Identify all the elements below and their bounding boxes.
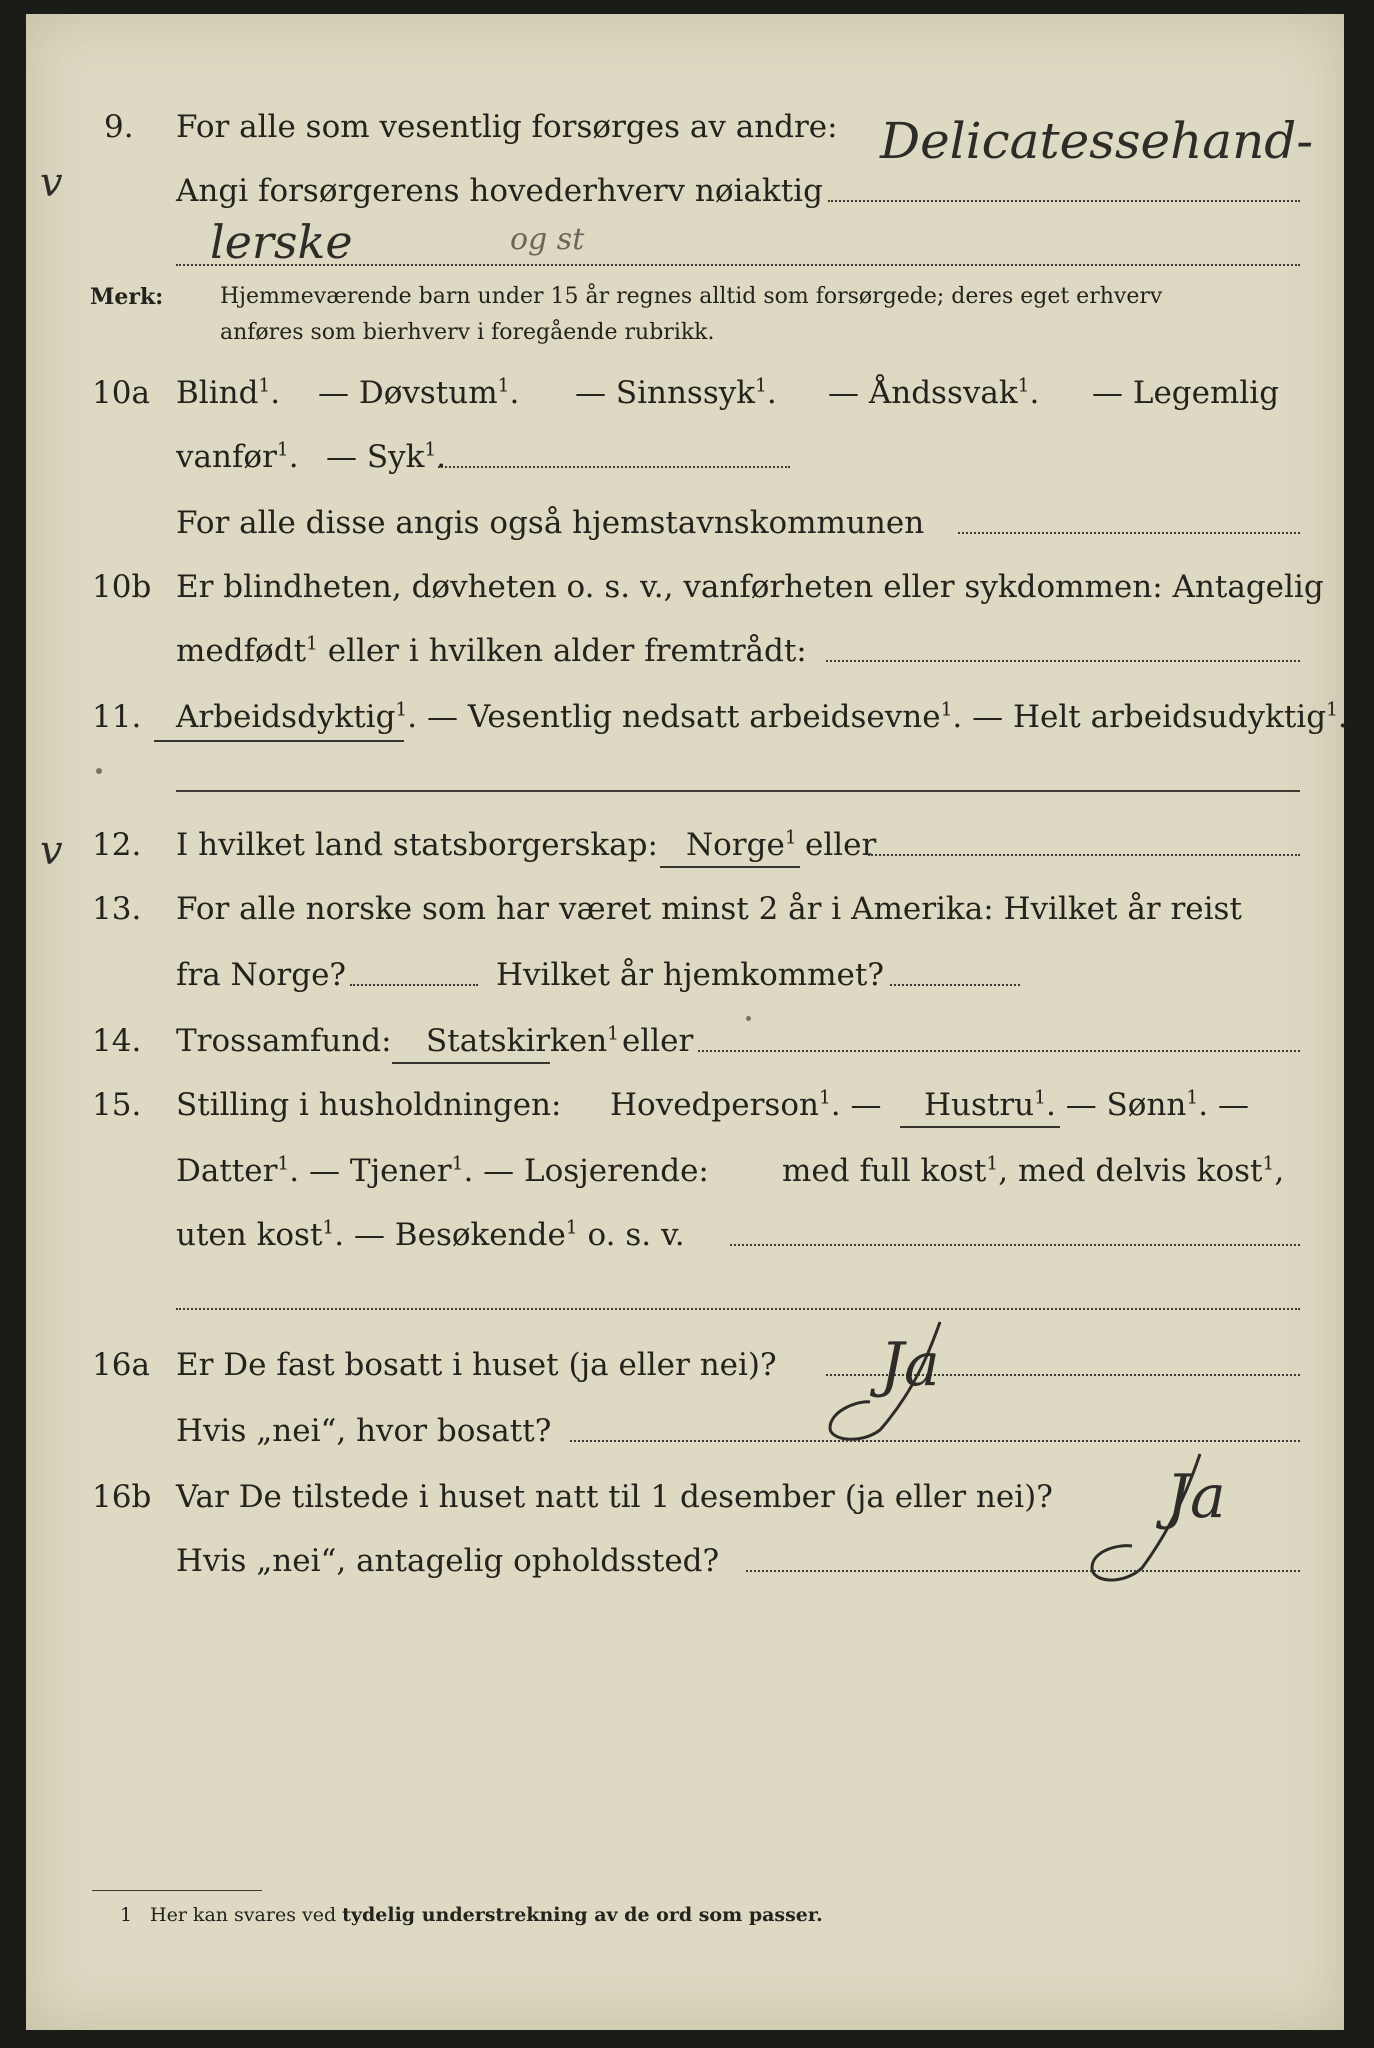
q13-number: 13. bbox=[92, 891, 142, 927]
q10a-option-andssvak: — Åndssvak$^1$. bbox=[828, 375, 1040, 411]
q10b-line1: Er blindheten, døvheten o. s. v., vanførheten eller sykdommen: Antagelig bbox=[176, 569, 1324, 605]
q13-year-left-line bbox=[350, 984, 478, 986]
merk-line1: Hjemmeværende barn under 15 år regnes alltid som forsørgede; deres eget erhverv bbox=[220, 284, 1163, 309]
q11-options: Arbeidsdyktig$^1$. — Vesentlig nedsatt arbeidsevne$^1$. — Helt arbeidsudyktig$^1$. bbox=[176, 699, 1348, 735]
q16a-line2: Hvis „nei“, hvor bosatt? bbox=[176, 1413, 552, 1449]
q10a-option-dovstum: — Døvstum$^1$. bbox=[318, 375, 520, 411]
q12-selection-underline bbox=[660, 866, 800, 868]
q10b-line2: medfødt$^1$ eller i hvilken alder fremtrådt: bbox=[176, 633, 807, 669]
q11-selection-underline bbox=[154, 740, 404, 742]
q10a-number: 10a bbox=[92, 375, 150, 411]
q13-line1: For alle norske som har været minst 2 år i Amerika: Hvilket år reist bbox=[176, 891, 1242, 927]
q9-line2: Angi forsørgerens hovederhverv nøiaktig bbox=[176, 173, 823, 209]
q16a-answer-stroke bbox=[820, 1310, 1000, 1450]
q16b-answer-stroke bbox=[1070, 1440, 1250, 1590]
q10a-option-sinnssyk: — Sinnssyk$^1$. bbox=[575, 375, 777, 411]
q15-option-hustru: Hustru$^1$ bbox=[924, 1087, 1046, 1123]
q9-answer-line-2 bbox=[176, 264, 1300, 266]
q10a-line3: For alle disse angis også hjemstavnskommunen bbox=[176, 505, 925, 541]
q16b-line1: Var De tilstede i huset natt til 1 desember (ja eller nei)? bbox=[176, 1479, 1053, 1515]
q9-number: 9. bbox=[104, 109, 134, 145]
q10a-option-legemlig: — Legemlig bbox=[1092, 375, 1280, 411]
q15-separator bbox=[176, 1308, 1300, 1310]
q12-eller: eller bbox=[805, 827, 877, 863]
q14-eller: eller bbox=[622, 1023, 694, 1059]
census-form-page bbox=[26, 14, 1344, 2030]
q15-option-datter: Datter$^1$. — Tjener$^1$. — Losjerende: bbox=[176, 1153, 709, 1189]
q12-check-mark: v bbox=[40, 828, 63, 874]
q14-label: Trossamfund: bbox=[176, 1023, 392, 1059]
q15-selection-underline bbox=[900, 1126, 1060, 1128]
q15-option-uten-kost: uten kost$^1$. — Besøkende$^1$ o. s. v. bbox=[176, 1217, 685, 1253]
footnote-rule bbox=[92, 1890, 262, 1891]
q12-question: I hvilket land statsborgerskap: bbox=[176, 827, 658, 863]
q10a-hometown-line bbox=[958, 532, 1300, 534]
q16a-handwritten-answer: Ja bbox=[880, 1330, 940, 1400]
q15-answer-line bbox=[730, 1244, 1300, 1246]
q16b-handwritten-answer: Ja bbox=[1166, 1462, 1226, 1532]
q11-separator bbox=[176, 790, 1300, 792]
q10a-option-vanfor: vanfør$^1$. bbox=[176, 439, 299, 475]
q14-answer-statskirken: Statskirken$^1$ bbox=[426, 1023, 619, 1059]
q14-selection-underline bbox=[392, 1062, 550, 1064]
q9-answer-line bbox=[828, 200, 1300, 202]
q10b-answer-line bbox=[826, 660, 1300, 662]
q10a-option-syk: — Syk$^1$. bbox=[326, 439, 447, 475]
q9-handwritten-answer-a: Delicatessehand- bbox=[880, 112, 1314, 170]
q16b-number: 16b bbox=[92, 1479, 152, 1515]
q10a-option-blind: Blind$^1$. bbox=[176, 375, 281, 411]
q13-line2-a: fra Norge? bbox=[176, 957, 347, 993]
q10a-answer-line bbox=[438, 466, 790, 468]
q9-handwritten-answer-c: og st bbox=[510, 222, 585, 257]
q12-answer-norge: Norge$^1$ bbox=[686, 827, 797, 863]
q12-answer-line bbox=[868, 854, 1300, 856]
q16a-line1: Er De fast bosatt i huset (ja eller nei)? bbox=[176, 1347, 777, 1383]
q10b-number: 10b bbox=[92, 569, 152, 605]
q16b-line2: Hvis „nei“, antagelig opholdssted? bbox=[176, 1543, 720, 1579]
q9-handwritten-answer-b: lerske bbox=[210, 215, 353, 269]
q11-number: 11. bbox=[92, 699, 142, 735]
q13-year-returned-line bbox=[890, 984, 1020, 986]
q15-option-kost: med full kost$^1$, med delvis kost$^1$, bbox=[782, 1153, 1285, 1189]
q9-line1: For alle som vesentlig forsørges av andre: bbox=[176, 109, 838, 145]
q15-option-hovedperson: Hovedperson$^1$. — bbox=[610, 1087, 882, 1123]
q13-line2-b: Hvilket år hjemkommet? bbox=[496, 957, 884, 993]
q14-answer-line bbox=[698, 1050, 1300, 1052]
q15-label: Stilling i husholdningen: bbox=[176, 1087, 562, 1123]
footnote-text: Her kan svares ved tydelig understrekning av de ord som passer. bbox=[150, 1904, 823, 1926]
ink-spot bbox=[96, 768, 102, 774]
footnote-mark: 1 bbox=[120, 1904, 133, 1926]
q9-check-mark: v bbox=[40, 160, 63, 206]
q14-number: 14. bbox=[92, 1023, 142, 1059]
merk-label: Merk: bbox=[90, 284, 164, 310]
ink-spot bbox=[746, 1016, 751, 1021]
q12-number: 12. bbox=[92, 827, 142, 863]
q16b-where-line bbox=[746, 1570, 1300, 1572]
q15-option-sonn: . — Sønn$^1$. — bbox=[1046, 1087, 1249, 1123]
merk-line2: anføres som bierhverv i foregående rubrikk. bbox=[220, 320, 715, 345]
q15-number: 15. bbox=[92, 1087, 142, 1123]
q16a-number: 16a bbox=[92, 1347, 150, 1383]
